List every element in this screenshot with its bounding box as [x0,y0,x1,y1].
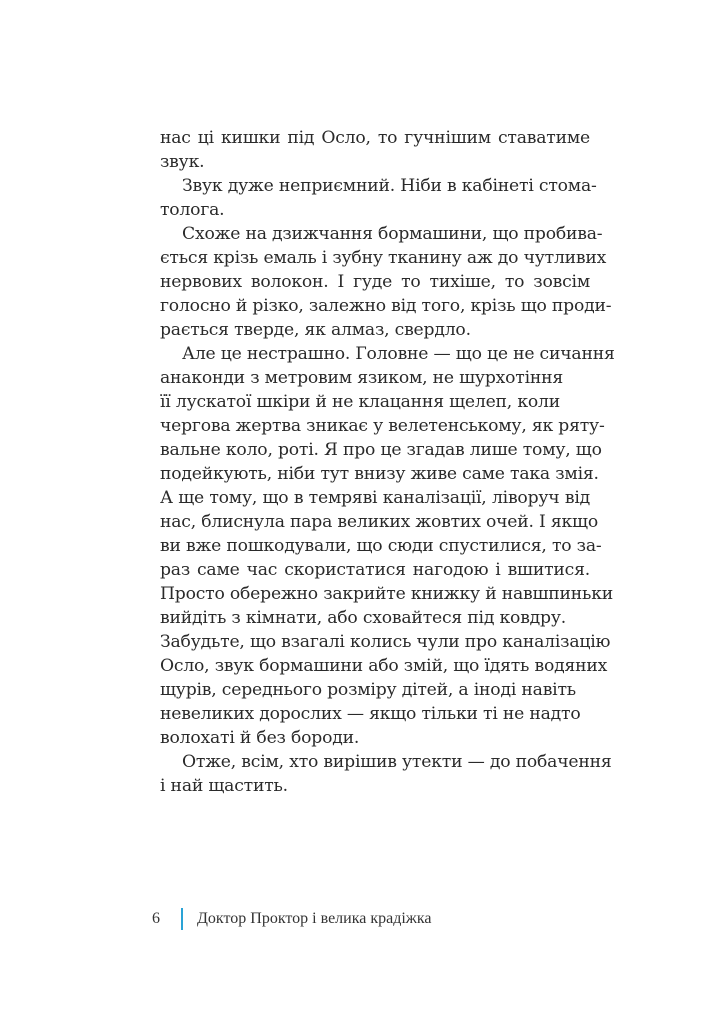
text-line: невеликих дорослих — якщо тільки ті не надто [160,704,581,724]
running-title: Доктор Проктор і велика крадіжка [197,910,432,927]
text-line: Але це нестрашно. Головне — що це не сичання [182,344,615,364]
footer-divider [181,908,183,930]
text-line: її лускатої шкіри й не клацання щелеп, коли [160,392,560,412]
text-line: Просто обережно закрийте книжку й навшпиньки [160,584,614,604]
text-line: нервових волокон. І гуде то тихіше, то зовсім [160,272,590,292]
page-footer [152,907,432,931]
page-body-text [160,126,615,798]
text-line: Звук дуже неприємний. Ніби в кабінеті стома- [182,176,597,196]
text-line: раз саме час скористатися нагодою і вшитися. [160,560,590,580]
text-line: анаконди з метровим язиком, не шурхотіння [160,368,564,388]
text-line: нас ці кишки під Осло, то гучнішим ставатиме [160,128,590,148]
text-line: волохаті й без бороди. [160,728,360,748]
text-line: щурів, середнього розміру дітей, а іноді навіть [160,680,576,700]
text-line: Осло, звук бормашини або змій, що їдять водяних [160,656,608,676]
text-line: нас, блиснула пара великих жовтих очей. І якщо [160,512,598,532]
text-line: звук. [160,152,205,172]
text-line: Схоже на дзижчання бормашини, що пробива- [182,224,603,244]
text-line: вальне коло, роті. Я про це згадав лише тому, що [160,440,602,460]
text-line: Отже, всім, хто вирішив утекти — до побачення [182,752,612,772]
page-number: 6 [152,910,160,927]
text-line: чергова жертва зникає у велетенському, як ряту- [160,416,605,436]
text-line: рається тверде, як алмаз, свердло. [160,320,471,340]
text-line: Забудьте, що взагалі колись чули про каналізацію [160,632,611,652]
text-line: ється крізь емаль і зубну тканину аж до чутливих [160,248,607,268]
text-line: ви вже пошкодували, що сюди спустилися, то за- [160,536,602,556]
text-line: і най щастить. [160,776,288,796]
text-line: толога. [160,200,225,220]
text-line: подейкують, ніби тут внизу живе саме така змія. [160,464,599,484]
text-line: голосно й різко, залежно від того, крізь що проди- [160,296,612,316]
text-line: А ще тому, що в темряві каналізації, ліворуч від [160,488,590,508]
text-line: вийдіть з кімнати, або сховайтеся під ковдру. [160,608,567,628]
